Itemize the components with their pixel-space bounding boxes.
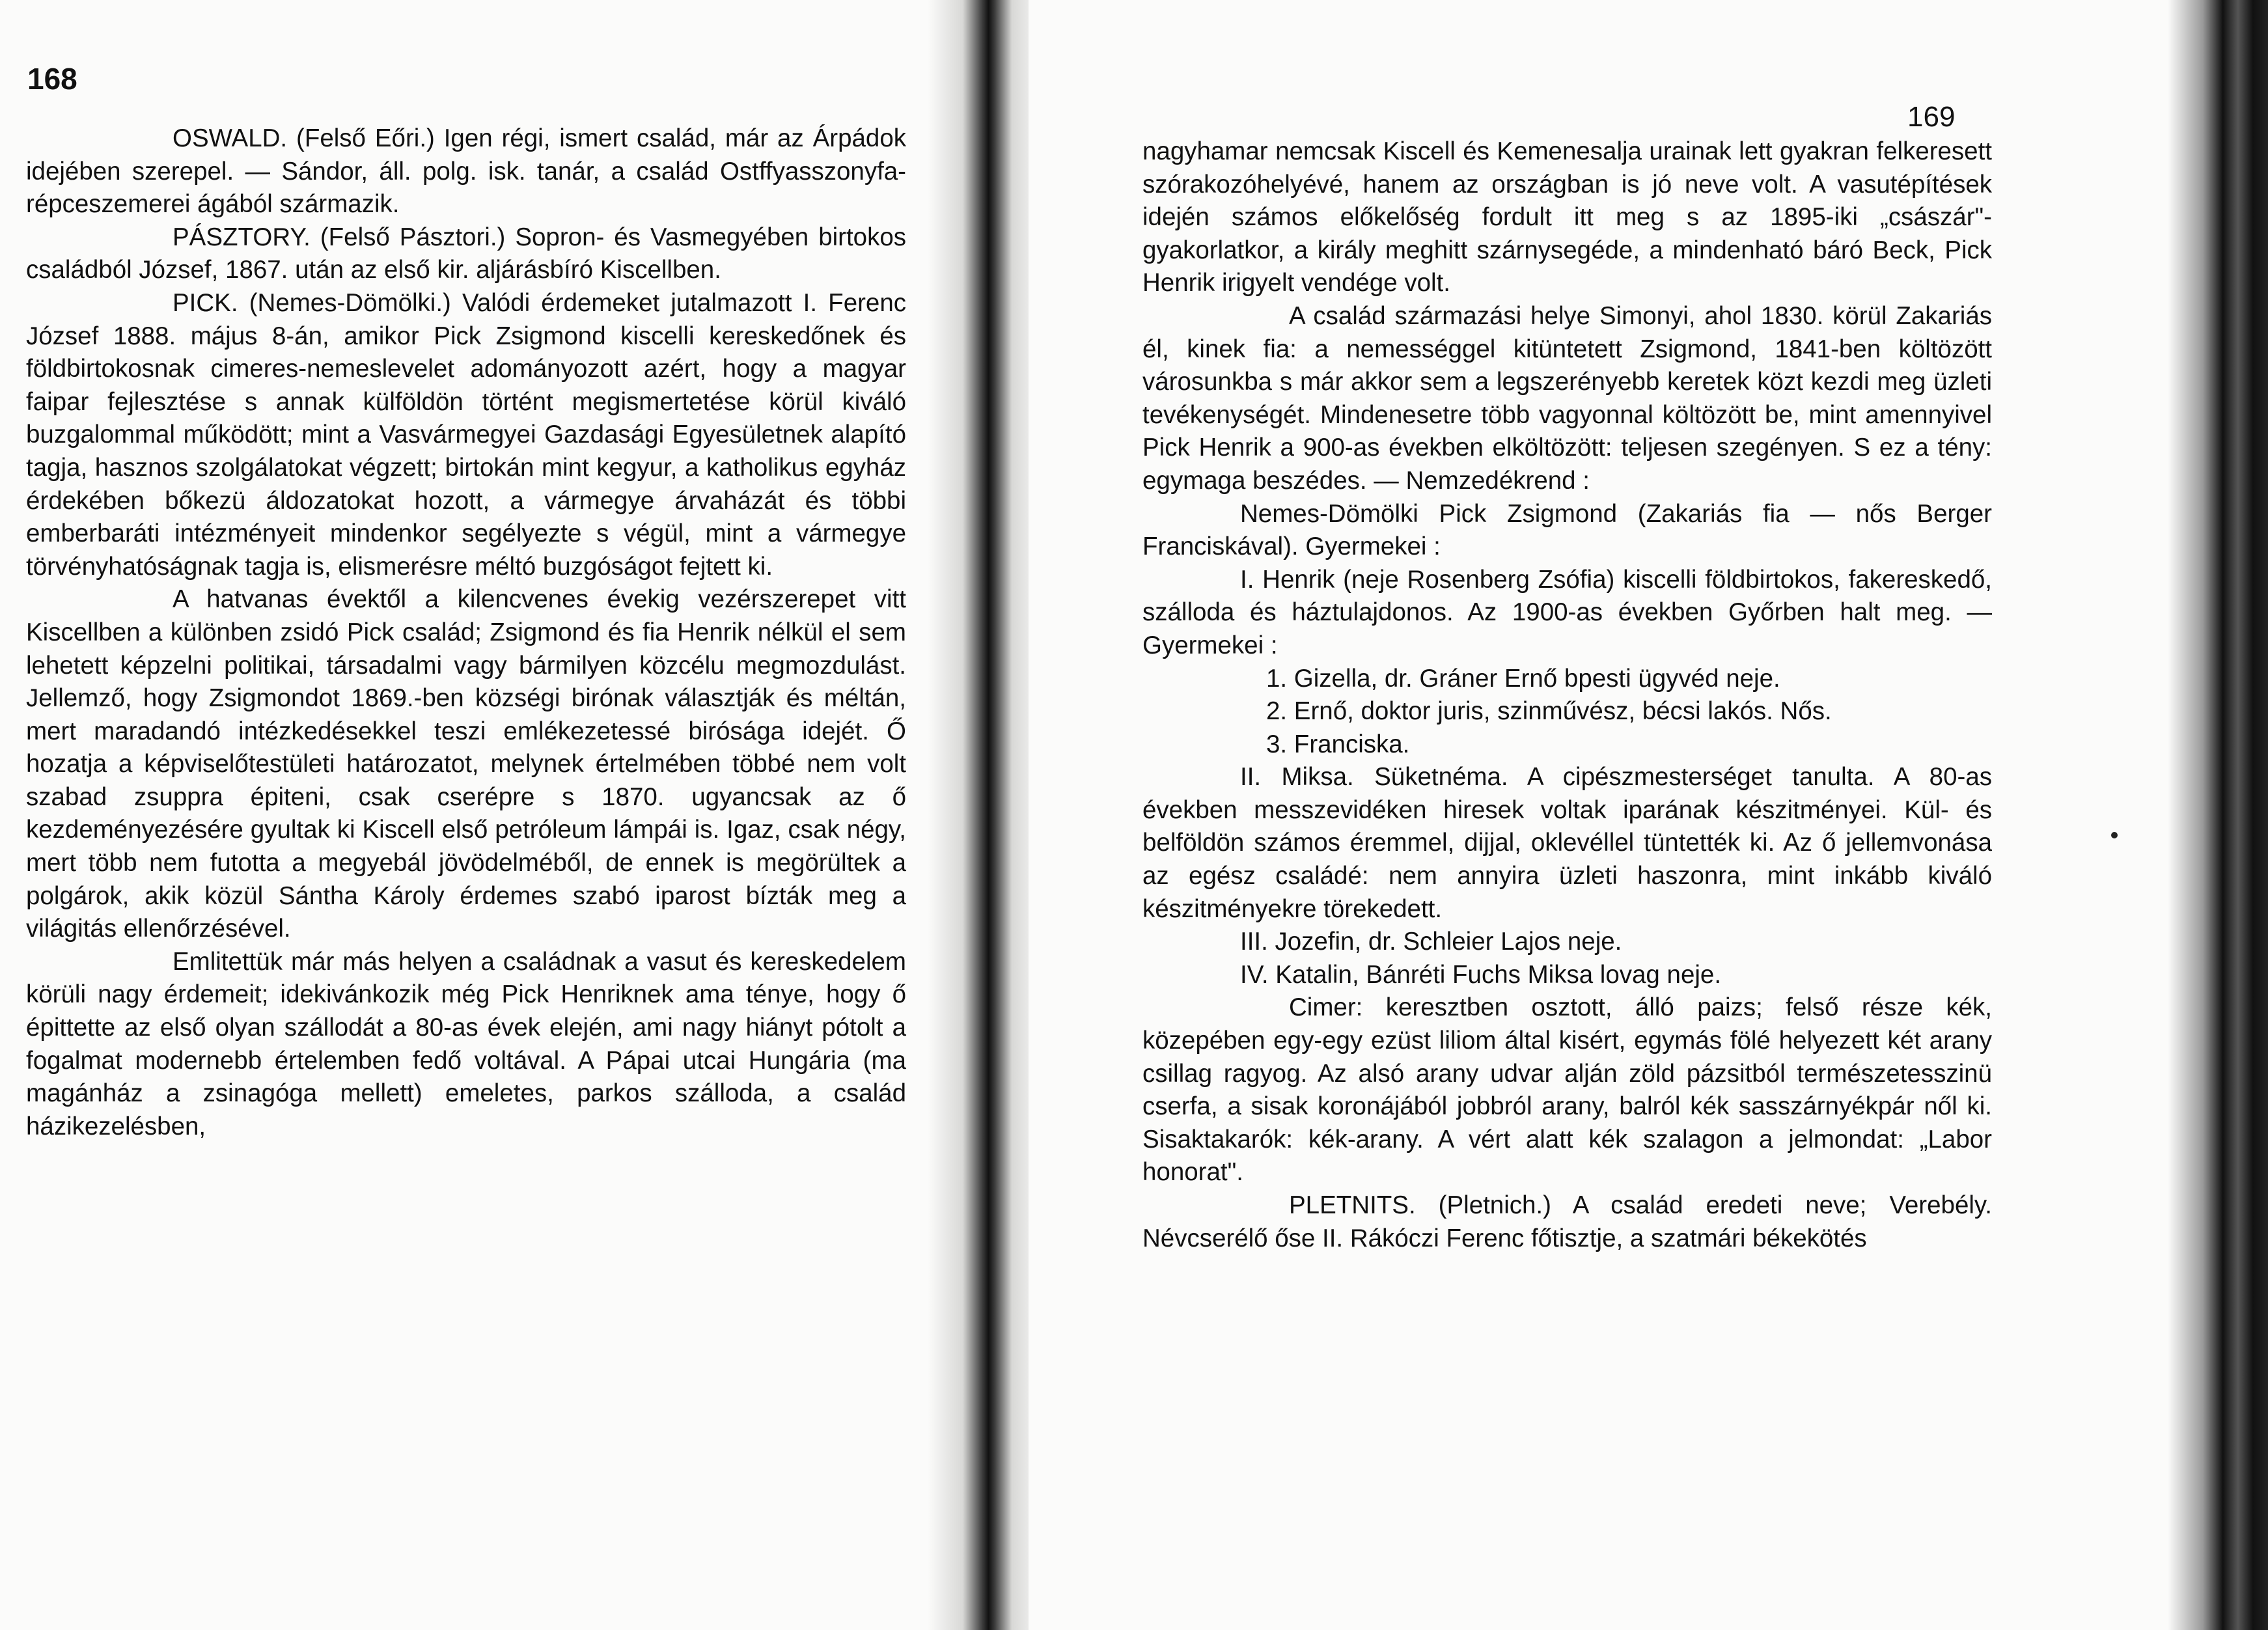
- ink-dot: [2111, 832, 2118, 838]
- paragraph-henrik: I. Henrik (neje Rosenberg Zsófia) kiscelli földbirtokos, fakereskedő, szálloda és háztulajdonos. Az 1900-as években Győrben halt meg. — Gyermekei :: [1142, 565, 1992, 659]
- left-page: [0, 0, 976, 1630]
- list-item-gizella: 1. Gizella, dr. Gráner Ernő bpesti ügyvéd neje.: [1266, 664, 1780, 693]
- page-number-left: 168: [27, 62, 77, 96]
- list-item-erno: 2. Ernő, doktor juris, szinművész, bécsi lakós. Nős.: [1266, 697, 1832, 726]
- page-number-right: 169: [1907, 101, 1956, 133]
- paragraph-miksa: II. Miksa. Süketnéma. A cipészmesterséget tanulta. A 80-as években messzevidéken hiresek voltak iparának készitményei. Kül- és belföldön számos éremmel, dijjal, oklevéllel tüntették ki. Az ő jellemvonása az egész családé: nem annyira üzleti haszonra, mint inkább kiváló készitményekre törekedett.: [1142, 763, 1992, 923]
- right-page: [1029, 0, 2168, 1630]
- left-page-text: [26, 122, 906, 1143]
- right-page-text: [1142, 135, 1992, 1255]
- book-gutter: [928, 0, 1045, 1630]
- paragraph-katalin: IV. Katalin, Bánréti Fuchs Miksa lovag neje.: [1240, 960, 1722, 989]
- paragraph-pasztory: PÁSZTORY. (Felső Pásztori.) Sopron- és Vasmegyében birtokos családból József, 1867. után az első kir. aljárásbíró Kiscellben.: [26, 223, 906, 284]
- paragraph-pletnits: PLETNITS. (Pletnich.) A család eredeti neve; Verebély. Névcserélő őse II. Rákóczi Ferenc főtisztje, a szatmári békekötés: [1142, 1191, 1992, 1252]
- paragraph-oswald: OSWALD. (Felső Eőri.) Igen régi, ismert család, már az Árpádok idejében szerepel. — Sándor, áll. polg. isk. tanár, a család Ostffyasszonyfa-répceszemerei ágából származik.: [26, 124, 906, 219]
- paragraph-pick-history: A hatvanas évektől a kilencvenes évekig vezérszerepet vitt Kiscellben a különben zsidó Pick család; Zsigmond és fia Henrik nélkül el sem lehetett képzelni politikai, társadalmi vagy bármilyen közcélu megmozdulást. Jellemző, hogy Zsigmondot 1869.-ben községi birónak választják és méltán, mert maradandó intézkedésekkel teszi emlékezetessé birósága idejét. Ő hozatja a képviselőtestületi határozatot, melynek értelmében többé nem volt szabad zsuppra épiteni, csak cserépre s 1870. ugyancsak az ő kezdeményezésére gyultak ki Kiscell első petróleum lámpái is. Igaz, csak négy, mert több nem futotta a megyebál jövödelméből, de ennek is megörültek a polgárok, akik közül Sántha Károly érdemes szabó iparost bízták meg a világitás ellenőrzésével.: [26, 585, 906, 943]
- paragraph-genealogy-root: Nemes-Dömölki Pick Zsigmond (Zakariás fia — nős Berger Franciskával). Gyermekei :: [1142, 499, 1992, 561]
- paragraph-hotel-continued: nagyhamar nemcsak Kiscell és Kemenesalja urainak lett gyakran felkeresett szórakozóhelyévé, hanem az országban is jó neve volt. A vasutépítések idején számos előkelőség fordult itt meg s az 1895-iki „császár"-gyakorlatkor, a király meghitt szárnysegéde, a mindenható báró Beck, Pick Henrik irigyelt vendége volt.: [1142, 137, 1992, 297]
- page-edge-shadow: [2168, 0, 2268, 1630]
- paragraph-coat-of-arms: Cimer: keresztben osztott, álló paizs; felső része kék, közepében egy-egy ezüst liliom által kisért, egymás fölé helyezett két arany csillag ragyog. Az alsó arany udvar alján zöld pázsitból természetesszinü cserfa, a sisak koronájából jobbról arany, balról kék sasszárnyékpár nől ki. Sisaktakarók: kék-arany. A vért alatt kék szalagon a jelmondat: „Labor honorat".: [1142, 993, 1992, 1187]
- list-item-franciska: 3. Franciska.: [1266, 730, 1410, 758]
- paragraph-jozefin: III. Jozefin, dr. Schleier Lajos neje.: [1240, 928, 1622, 956]
- paragraph-origin: A család származási helye Simonyi, ahol 1830. körül Zakariás él, kinek fia: a nemességgel kitüntetett Zsigmond, 1841-ben költözött városunkba s már akkor sem a legszerényebb keretek közt kezdi meg üzleti tevékenységét. Mindenesetre több vagyonnal költözött be, mint amennyivel Pick Henrik a 900-as években elköltözött: teljesen szegényen. S ez a tény: egymaga beszédes. — Nemzedékrend :: [1142, 301, 1992, 495]
- paragraph-pick: PICK. (Nemes-Dömölki.) Valódi érdemeket jutalmazott I. Ferenc József 1888. május 8-án, amikor Pick Zsigmond kiscelli kereskedőnek és földbirtokosnak cimeres-nemeslevelet adományozott azért, hogy a magyar faipar fejlesztése s annak külföldön történt megismertetése körül kiváló buzgalommal működött; mint a Vasvármegyei Gazdasági Egyesületnek alapító tagja, hasznos szolgálatokat végzett; birtokán mint kegyur, a katholikus egyház érdekében bőkezü áldozatokat hozott, a vármegye árvaházát és többi emberbaráti intézményeit mindenkor segélyezte s végül, mint a vármegye törvényhatóságnak tagja is, elismerésre méltó buzgóságot fejtett ki.: [26, 288, 906, 581]
- paragraph-pick-hotel: Emlitettük már más helyen a családnak a vasut és kereskedelem körüli nagy érdemeit; idekivánkozik még Pick Henriknek ama ténye, hogy ő épittette az első olyan szállodát a 80-as évek elején, ami nagy hiányt pótolt a fogalmat modernebb értelemben fedő voltával. A Pápai utcai Hungária (ma magánház a zsinagóga mellett) emeletes, parkos szálloda, a család házikezelésben,: [26, 947, 906, 1140]
